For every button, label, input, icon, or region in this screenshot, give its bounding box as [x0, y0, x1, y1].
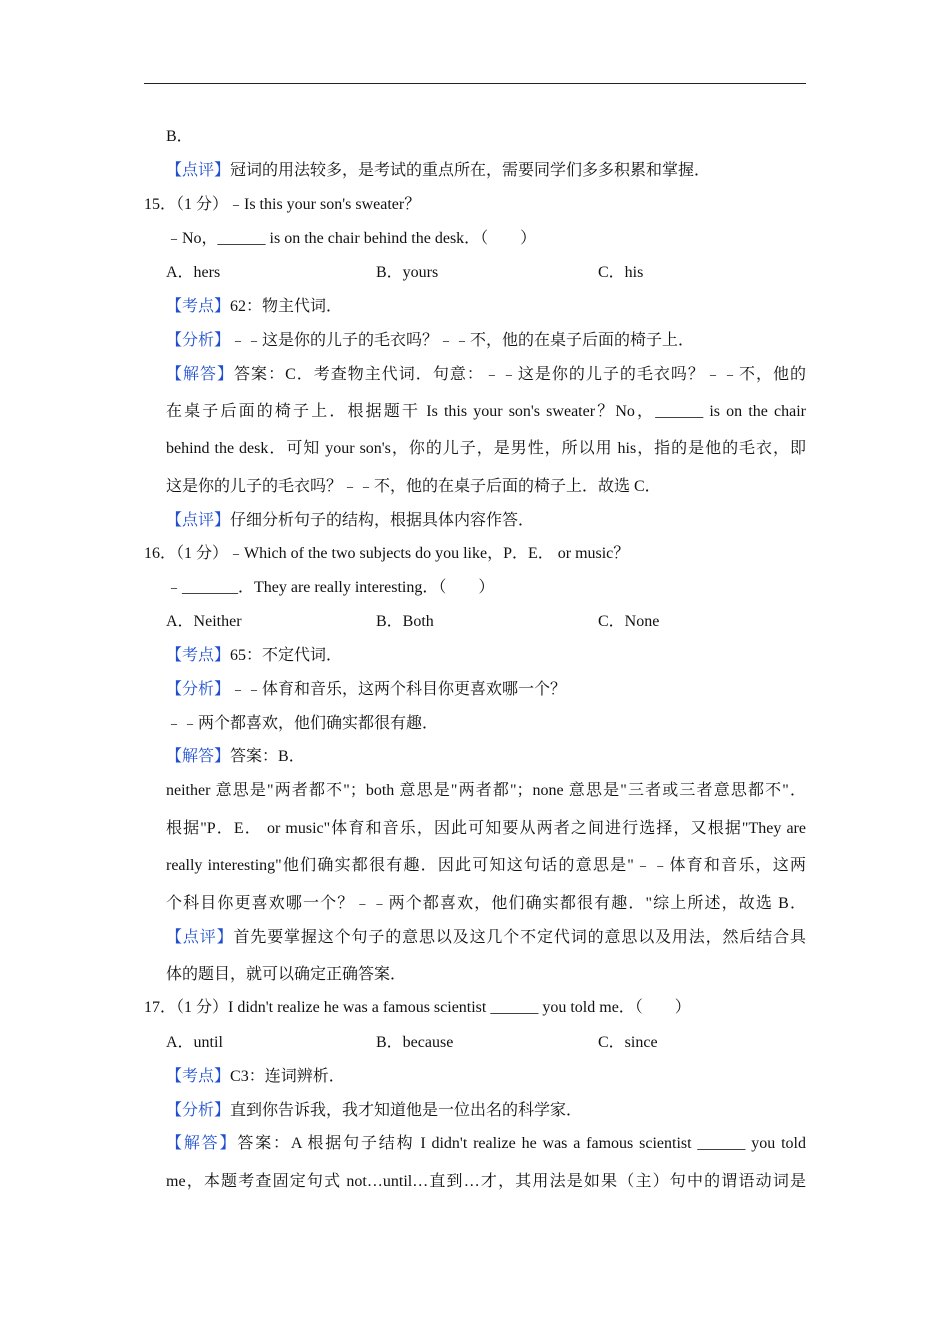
q16-option-a: A．Neither [166, 613, 242, 630]
q17-point-line [166, 1067, 345, 1087]
q16-comment-line-1 [166, 928, 806, 948]
q15-options [166, 263, 806, 283]
q17-point-text: C3：连词辨析． [230, 1068, 345, 1085]
q16-answer-text: 答案：B． [230, 748, 305, 765]
q15-analysis-text: ﹣﹣这是你的儿子的毛衣吗？﹣﹣不，他的在桌子后面的椅子上． [230, 332, 695, 349]
q16-analysis-line [166, 680, 566, 700]
q17-options [166, 1033, 806, 1053]
q17-option-b: B．because [376, 1034, 454, 1051]
q15-answer-line-4: 这是你的儿子的毛衣吗？﹣﹣不，他的在桌子后面的椅子上．故选 C． [166, 478, 661, 495]
answer-tag: 【解答】 [166, 748, 231, 765]
q16-answer-line [166, 747, 305, 767]
point-tag: 【考点】 [166, 298, 231, 315]
q16-point-text: 65：不定代词． [230, 647, 343, 664]
q16-explain-line-3: really interesting"他们确实都很有趣．因此可知这句话的意思是"﹣﹣体育和音乐，这两 [166, 857, 806, 874]
q15-option-b: B．yours [376, 264, 439, 281]
comment-tag: 【点评】 [166, 929, 234, 946]
q17-analysis-text: 直到你告诉我，我才知道他是一位出名的科学家． [230, 1102, 583, 1119]
q17-answer-line-1 [166, 1134, 806, 1154]
q15-answer-line-1 [166, 365, 806, 385]
q15-point-line [166, 297, 342, 317]
point-tag: 【考点】 [166, 1068, 231, 1085]
comment-tag: 【点评】 [166, 162, 231, 179]
q15-point-text: 62：物主代词． [230, 298, 343, 315]
analysis-tag: 【分析】 [166, 681, 231, 698]
q16-stem: 16．（1 分）﹣Which of the two subjects do you like，P．E． or music？ [144, 545, 630, 562]
q15-answer-text-1: 答案：C．考查物主代词．句意：﹣﹣这是你的儿子的毛衣吗？﹣﹣不，他的 [234, 366, 806, 383]
q16-explain-line-1: neither 意思是"两者都不"；both 意思是"两者都"；none 意思是"三者或三者意思都不"． [166, 782, 806, 799]
q15-analysis-line [166, 331, 694, 351]
q16-option-c: C．None [598, 613, 660, 630]
prev-comment-line [166, 161, 710, 181]
q15-comment-line [166, 511, 534, 531]
q16-comment-line-2: 体的题目，就可以确定正确答案． [166, 966, 407, 983]
q16-analysis-text: ﹣﹣体育和音乐，这两个科目你更喜欢哪一个？ [230, 681, 567, 698]
q15-stem-2: ﹣No，______ is on the chair behind the desk．（ ） [166, 230, 537, 247]
q16-point-line [166, 646, 342, 666]
q16-stem-2: ﹣_______．They are really interesting．（ ） [166, 579, 495, 596]
comment-tag: 【点评】 [166, 512, 231, 529]
point-tag: 【考点】 [166, 647, 231, 664]
analysis-tag: 【分析】 [166, 1102, 231, 1119]
q16-option-b: B．Both [376, 613, 434, 630]
q16-comment-text-1: 首先要掌握这个句子的意思以及这几个不定代词的意思以及用法，然后结合具 [233, 929, 806, 946]
q17-option-c: C．since [598, 1034, 658, 1051]
q15-answer-line-2: 在桌子后面的椅子上．根据题干 Is this your son's sweater？No，______ is on the chair [166, 403, 806, 420]
prev-comment-text: 冠词的用法较多，是考试的重点所在，需要同学们多多积累和掌握． [230, 162, 711, 179]
q17-stem: 17．（1 分）I didn't realize he was a famous scientist ______ you told me．（ ） [144, 999, 691, 1016]
answer-tag: 【解答】 [166, 1135, 238, 1152]
prev-answer-tail: B． [166, 128, 193, 145]
q16-explain-line-2: 根据"P．E． or music"体育和音乐，因此可知要从两者之间进行选择，又根据"They are [166, 820, 806, 837]
q17-analysis-line [166, 1101, 582, 1121]
q16-explain-line-4: 个科目你更喜欢哪一个？﹣﹣两个都喜欢，他们确实都很有趣．"综上所述，故选 B． [166, 895, 806, 912]
analysis-tag: 【分析】 [166, 332, 231, 349]
q15-option-c: C．his [598, 264, 644, 281]
q17-answer-text-1: 答案：A 根据句子结构 I didn't realize he was a famous scientist ______ you told [237, 1135, 806, 1152]
header-rule [144, 83, 806, 84]
q17-answer-line-2: me，本题考查固定句式 not…until…直到…才，其用法是如果（主）句中的谓语动词是 [166, 1173, 806, 1190]
answer-tag: 【解答】 [166, 366, 235, 383]
q16-options [166, 612, 806, 632]
q15-stem: 15．（1 分）﹣Is this your son's sweater？ [144, 196, 421, 213]
q16-analysis-line-2: ﹣﹣两个都喜欢，他们确实都很有趣． [166, 715, 439, 732]
q17-option-a: A．until [166, 1034, 223, 1051]
q15-answer-line-3: behind the desk．可知 your son's，你的儿子，是男性，所以用 his，指的是他的毛衣，即 [166, 440, 806, 457]
q15-option-a: A．hers [166, 264, 221, 281]
q15-comment-text: 仔细分析句子的结构，根据具体内容作答． [230, 512, 535, 529]
